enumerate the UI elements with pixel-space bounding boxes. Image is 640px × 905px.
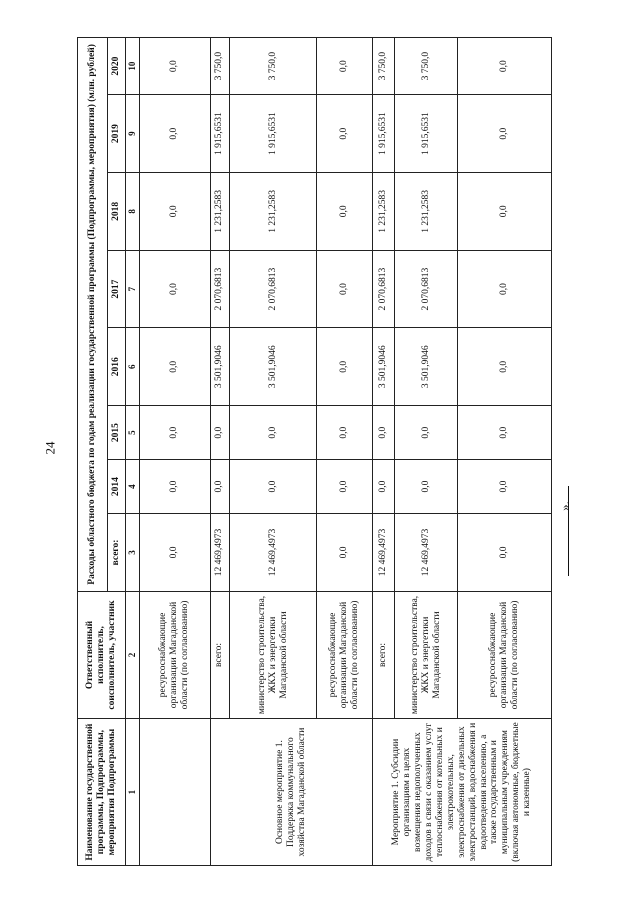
header-year: 2019 [108, 95, 126, 173]
row-executor: ресурсоснабжающие организации Магаданской области (по согласованию) [317, 591, 373, 718]
value-cell: 0,0 [140, 514, 211, 592]
row-executor: ресурсоснабжающие организации Магаданской области (по согласованию) [458, 591, 552, 718]
value-cell: 0,0 [395, 406, 458, 460]
value-cell: 3 501,9046 [373, 328, 395, 406]
value-cell: 0,0 [458, 460, 552, 514]
value-cell: 0,0 [458, 514, 552, 592]
header-year: 2020 [108, 38, 126, 95]
closing-mark: ». [556, 501, 572, 511]
index-cell: 8 [126, 173, 140, 251]
value-cell: 0,0 [210, 406, 229, 460]
value-cell: 1 231,2583 [229, 173, 317, 251]
header-year: 2018 [108, 173, 126, 251]
value-cell: 1 231,2583 [210, 173, 229, 251]
value-cell: 0,0 [317, 406, 373, 460]
value-cell: 3 750,0 [210, 38, 229, 95]
value-cell: 0,0 [458, 328, 552, 406]
row-executor: всего: [373, 591, 395, 718]
value-cell: 0,0 [140, 95, 211, 173]
header-year: 2016 [108, 328, 126, 406]
value-cell: 0,0 [317, 460, 373, 514]
value-cell: 0,0 [317, 38, 373, 95]
value-cell: 0,0 [140, 328, 211, 406]
value-cell: 0,0 [395, 460, 458, 514]
value-cell: 12 469,4973 [395, 514, 458, 592]
value-cell: 0,0 [458, 250, 552, 328]
row-executor: ресурсоснабжающие организации Магаданской области (по согласованию) [140, 591, 211, 718]
budget-table [77, 37, 552, 866]
value-cell: 3 501,9046 [210, 328, 229, 406]
value-cell: 12 469,4973 [229, 514, 317, 592]
value-cell: 0,0 [140, 38, 211, 95]
rotated-table-wrapper [77, 37, 552, 866]
value-cell: 3 750,0 [395, 38, 458, 95]
table-row [373, 38, 395, 866]
value-cell: 0,0 [317, 328, 373, 406]
index-cell: 7 [126, 250, 140, 328]
index-cell: 6 [126, 328, 140, 406]
value-cell: 0,0 [373, 460, 395, 514]
page-number: 24 [42, 441, 58, 455]
value-cell: 0,0 [458, 38, 552, 95]
value-cell: 3 750,0 [229, 38, 317, 95]
value-cell: 3 501,9046 [395, 328, 458, 406]
header-year: 2015 [108, 406, 126, 460]
value-cell: 0,0 [140, 250, 211, 328]
value-cell: 0,0 [317, 173, 373, 251]
value-cell: 12 469,4973 [373, 514, 395, 592]
index-cell: 9 [126, 95, 140, 173]
header-year: 2014 [108, 460, 126, 514]
value-cell: 1 231,2583 [373, 173, 395, 251]
value-cell: 0,0 [140, 406, 211, 460]
header-name: Наименование государственной программы, Подпрограммы, мероприятия Подпрограммы [78, 719, 126, 866]
closing-rule [568, 486, 569, 576]
index-cell: 10 [126, 38, 140, 95]
value-cell: 2 070,6813 [373, 250, 395, 328]
value-cell: 0,0 [140, 460, 211, 514]
value-cell: 1 915,6531 [395, 95, 458, 173]
value-cell: 1 915,6531 [373, 95, 395, 173]
value-cell: 1 915,6531 [229, 95, 317, 173]
row-name: Мероприятие 1. Субсидии организациям в целях возмещения недополученных доходов в связи с оказанием услуг теплоснабжения от котельных и электрокотельных, электроснабжения от дизельных электростанций, водоснабжения и водоотведения населению, а также государственным и муниципальным учреждениям (включая автономные, бюджетные и казенные) [373, 719, 552, 866]
value-cell: 2 070,6813 [395, 250, 458, 328]
header-total: всего: [108, 514, 126, 592]
row-executor: всего: [210, 591, 229, 718]
value-cell: 0,0 [229, 406, 317, 460]
row-executor: министерство строительства, ЖКХ и энергетики Магаданской области [229, 591, 317, 718]
table-row [140, 38, 211, 866]
value-cell: 1 231,2583 [395, 173, 458, 251]
value-cell: 0,0 [458, 406, 552, 460]
index-cell: 1 [126, 719, 140, 866]
row-executor: министерство строительства, ЖКХ и энергетики Магаданской области [395, 591, 458, 718]
value-cell: 3 750,0 [373, 38, 395, 95]
header-executor: Ответственный исполнитель, соисполнитель, участник [78, 591, 126, 718]
value-cell: 0,0 [458, 173, 552, 251]
index-cell: 2 [126, 591, 140, 718]
header-year: 2017 [108, 250, 126, 328]
value-cell: 1 915,6531 [210, 95, 229, 173]
value-cell: 0,0 [210, 460, 229, 514]
value-cell: 0,0 [317, 250, 373, 328]
index-cell: 4 [126, 460, 140, 514]
index-cell: 3 [126, 514, 140, 592]
value-cell: 0,0 [229, 460, 317, 514]
value-cell: 0,0 [317, 95, 373, 173]
value-cell: 12 469,4973 [210, 514, 229, 592]
value-cell: 0,0 [317, 514, 373, 592]
table-row [210, 38, 229, 866]
row-name [140, 719, 211, 866]
index-cell: 5 [126, 406, 140, 460]
header-budget: Расходы областного бюджета по годам реализации государственной программы (Подпрограммы, мероприятия) (млн. рублей) [78, 38, 108, 592]
value-cell: 0,0 [140, 173, 211, 251]
value-cell: 2 070,6813 [229, 250, 317, 328]
value-cell: 0,0 [373, 406, 395, 460]
value-cell: 2 070,6813 [210, 250, 229, 328]
row-name: Основное мероприятие 1. Поддержка коммунального хозяйства Магаданской области [210, 719, 373, 866]
value-cell: 3 501,9046 [229, 328, 317, 406]
value-cell: 0,0 [458, 95, 552, 173]
